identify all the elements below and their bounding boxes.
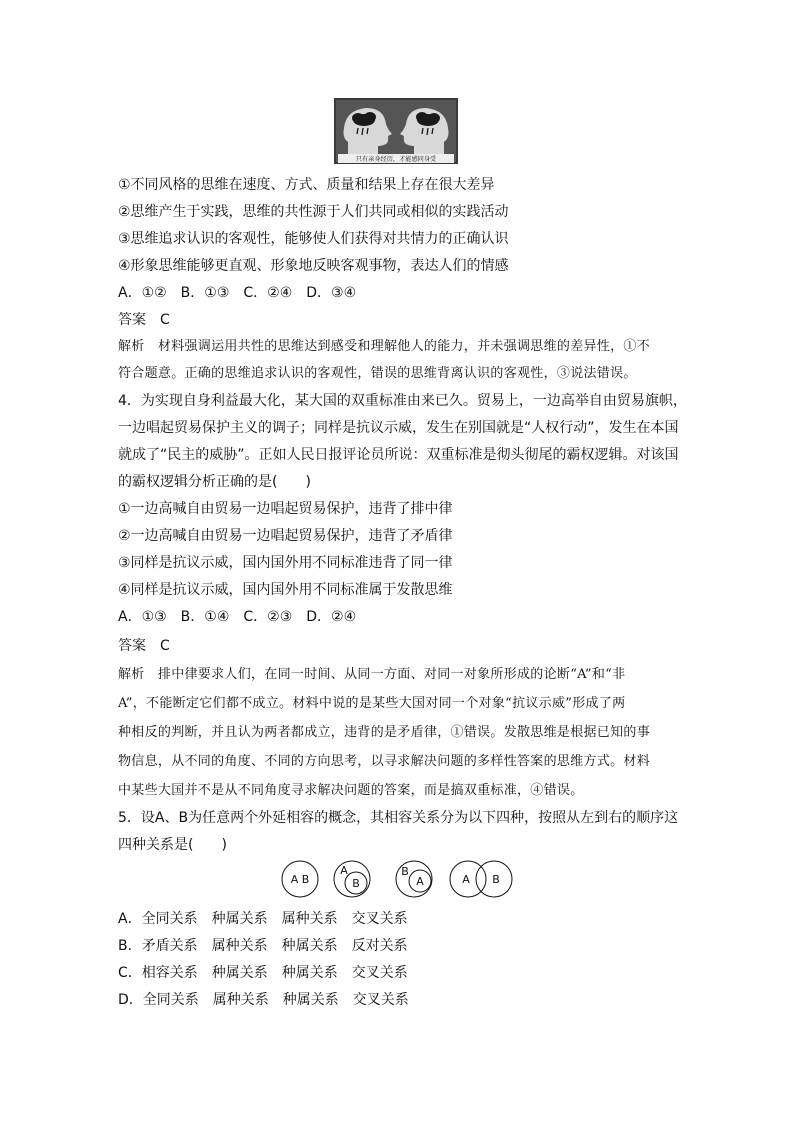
q4-stem-line-1: 4．为实现自身利益最大化，某大国的双重标准由来已久。贸易上，一边高举自由贸易旗帜，	[118, 393, 687, 409]
q3-choices: A．①② B．①③ C．②④ D．③④	[118, 285, 357, 301]
q3-option-1: ①不同风格的思维在速度、方式、质量和结果上存在很大差异	[118, 177, 495, 193]
venn-4-right-label: B	[492, 873, 500, 886]
q4-stem-line-2: 一边唱起贸易保护主义的调子；同样是抗议示威，发生在别国就是“人权行动”，发生在本国	[118, 420, 679, 436]
q4-analysis-line-1: 解析 排中律要求人们，在同一时间、从同一方面、对同一对象所形成的论断“A”和“非	[118, 667, 626, 682]
q5-choice-d: D．全同关系 属种关系 种属关系 交叉关系	[118, 992, 409, 1008]
q4-option-3: ③同样是抗议示威，国内国外用不同标准违背了同一律	[118, 555, 453, 571]
q4-analysis-line-2: A”，不能断定它们都不成立。材料中说的是某些大国对同一个对象“抗议示威”形成了两	[118, 696, 626, 711]
q5-choice-c: C．相容关系 种属关系 种属关系 交叉关系	[118, 965, 408, 981]
venn-identity-label: A B	[290, 873, 310, 886]
q4-analysis-line-3: 种相反的判断，并且认为两者都成立，违背的是矛盾律，①错误。发散思维是根据已知的事	[118, 725, 651, 740]
venn-identity	[282, 861, 318, 897]
venn-b-contains-a	[396, 861, 432, 897]
q3-answer: 答案 C	[118, 312, 170, 328]
q3-analysis-line-2: 符合题意。正确的思维追求认识的客观性，错误的思维背离认识的客观性，③说法错误。	[118, 366, 637, 381]
q4-analysis-line-5: 中某些大国并不是从不同角度寻求解决问题的答案，而是搞双重标准，④错误。	[118, 783, 584, 798]
q3-option-3: ③思维追求认识的客观性，能够使人们获得对共情力的正确认识	[118, 231, 509, 247]
venn-3-inner-label: A	[416, 875, 424, 888]
q5-stem-line-1: 5．设A、B为任意两个外延相容的概念，其相容关系分为以下四种，按照从左到右的顺序这	[118, 810, 679, 826]
q5-stem-line-2: 四种关系是( )	[118, 837, 227, 853]
q4-choices: A．①③ B．①④ C．②③ D．②④	[118, 609, 357, 625]
illustration-caption: 只有亲身经历，才能感同身受	[355, 156, 437, 163]
venn-2-inner-label: B	[352, 877, 360, 890]
venn-4-left-label: A	[462, 873, 470, 886]
q3-option-2: ②思维产生于实践，思维的共性源于人们共同或相似的实践活动	[118, 204, 509, 220]
q5-choice-b: B．矛盾关系 属种关系 种属关系 反对关系	[118, 938, 408, 954]
q4-answer: 答案 C	[118, 638, 170, 654]
q4-stem-line-3: 就成了“民主的威胁”。正如人民日报评论员所说：双重标准是彻头彻尾的霸权逻辑。对该国	[118, 447, 679, 463]
q5-choice-a: A．全同关系 种属关系 属种关系 交叉关系	[118, 911, 408, 927]
venn-intersection	[450, 861, 512, 897]
q4-option-4: ④同样是抗议示威，国内国外用不同标准属于发散思维	[118, 582, 453, 598]
q3-analysis-line-1: 解析 材料强调运用共性的思维达到感受和理解他人的能力，并未强调思维的差异性，①不	[118, 339, 651, 354]
q4-option-1: ①一边高喊自由贸易一边唱起贸易保护，违背了排中律	[118, 501, 453, 517]
venn-3-outer-label: B	[401, 865, 409, 878]
q4-stem-line-4: 的霸权逻辑分析正确的是( )	[118, 474, 311, 490]
q4-analysis-line-4: 物信息，从不同的角度、不同的方向思考，以寻求解决问题的多样性答案的思维方式。材料	[118, 754, 651, 769]
q3-option-4: ④形象思维能够更直观、形象地反映客观事物，表达人们的情感	[118, 258, 509, 274]
q4-option-2: ②一边高喊自由贸易一边唱起贸易保护，违背了矛盾律	[118, 528, 453, 544]
empathy-illustration	[334, 98, 458, 164]
concept-relation-diagram	[278, 856, 518, 902]
venn-a-contains-b	[334, 861, 370, 897]
venn-2-outer-label: A	[340, 864, 348, 877]
